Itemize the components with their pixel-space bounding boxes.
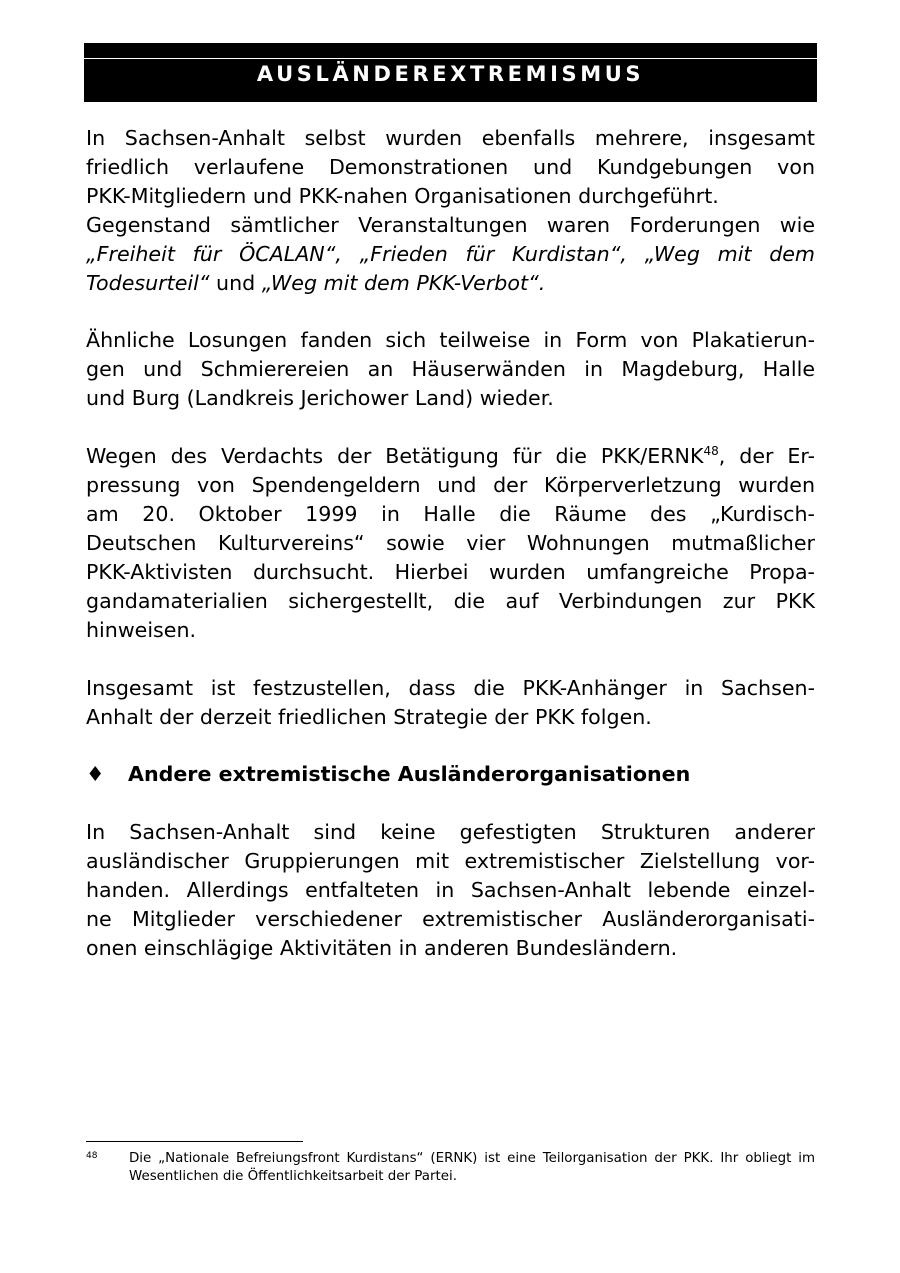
text-line: am 20. Oktober 1999 in Halle die Räume des „Kurdisch- xyxy=(86,502,815,526)
footnote-number: 48 xyxy=(86,1151,98,1161)
page-title: AUSLÄNDEREXTREMISMUS xyxy=(256,62,645,86)
text-line: ausländischer Gruppierungen mit extremistischer Zielstellung vor- xyxy=(86,849,815,873)
text-line: In Sachsen-Anhalt selbst wurden ebenfalls mehrere, insgesamt xyxy=(86,126,815,150)
footnote-text xyxy=(129,1150,815,1186)
text-line: hinweisen. xyxy=(86,618,197,642)
text-line: pressung von Spendengeldern und der Körperverletzung wurden xyxy=(86,473,815,497)
section-heading xyxy=(86,760,815,789)
text-line: Deutschen Kulturvereins“ sowie vier Wohnungen mutmaßlicher xyxy=(86,531,815,555)
paragraph-search xyxy=(86,442,815,645)
paragraph-other-organisations xyxy=(86,818,815,963)
conjunction-text: und xyxy=(209,271,262,295)
footnote-separator xyxy=(86,1141,303,1142)
text-line xyxy=(86,442,815,471)
page-header-bar xyxy=(84,43,817,102)
diamond-bullet-icon: ♦ xyxy=(86,762,105,786)
text-line: Ähnliche Losungen fanden sich teilweise in Form von Plakatierun- xyxy=(86,328,815,352)
quote-pkk-verbot: „Weg mit dem PKK-Verbot“. xyxy=(261,271,546,295)
text-line: PKK-Aktivisten durchsucht. Hierbei wurden umfangreiche Propa- xyxy=(86,560,815,584)
paragraph-demonstrations xyxy=(86,124,815,298)
paragraph-conclusion xyxy=(86,674,815,732)
text-line: Anhalt der derzeit friedlichen Strategie der PKK folgen. xyxy=(86,705,652,729)
text-line: Insgesamt ist festzustellen, dass die PKK-Anhänger in Sachsen- xyxy=(86,676,815,700)
text-line: In Sachsen-Anhalt sind keine gefestigten Strukturen anderer xyxy=(86,820,815,844)
text-line: friedlich verlaufene Demonstrationen und Kundgebungen von xyxy=(86,155,815,179)
section-heading-text: Andere extremistische Ausländerorganisationen xyxy=(128,762,691,786)
text-line: und Burg (Landkreis Jerichower Land) wieder. xyxy=(86,386,554,410)
text-line: handen. Allerdings entfalteten in Sachsen-Anhalt lebende einzel- xyxy=(86,878,815,902)
footnote-line: Wesentlichen die Öffentlichkeitsarbeit der Partei. xyxy=(129,1169,457,1184)
text-line: PKK-Mitgliedern und PKK-nahen Organisationen durchgeführt. xyxy=(86,184,719,208)
text-segment: Wegen des Verdachts der Betätigung für die PKK/ERNK xyxy=(86,444,704,468)
text-line: Gegenstand sämtlicher Veranstaltungen waren Forderungen wie xyxy=(86,213,815,237)
text-line: onen einschlägige Aktivitäten in anderen Bundesländern. xyxy=(86,936,678,960)
text-line: ne Mitglieder verschiedener extremistischer Ausländerorganisati- xyxy=(86,907,815,931)
text-line-quotes: „Freiheit für ÖCALAN“, „Frieden für Kurdistan“, „Weg mit dem xyxy=(86,242,815,266)
paragraph-slogans xyxy=(86,326,815,413)
text-segment: , der Er- xyxy=(718,444,815,468)
text-line: gandamaterialien sichergestellt, die auf Verbindungen zur PKK xyxy=(86,589,815,613)
text-line xyxy=(86,269,815,298)
header-rule xyxy=(84,58,817,59)
footnote-line: Die „Nationale Befreiungsfront Kurdistans“ (ERNK) ist eine Teilorganisation der PKK. Ihr obliegt im xyxy=(129,1151,815,1166)
footnote-reference[interactable]: 48 xyxy=(703,444,719,459)
quote-todesurteil: Todesurteil“ xyxy=(86,271,210,295)
text-line: gen und Schmierereien an Häuserwänden in Magdeburg, Halle xyxy=(86,357,815,381)
